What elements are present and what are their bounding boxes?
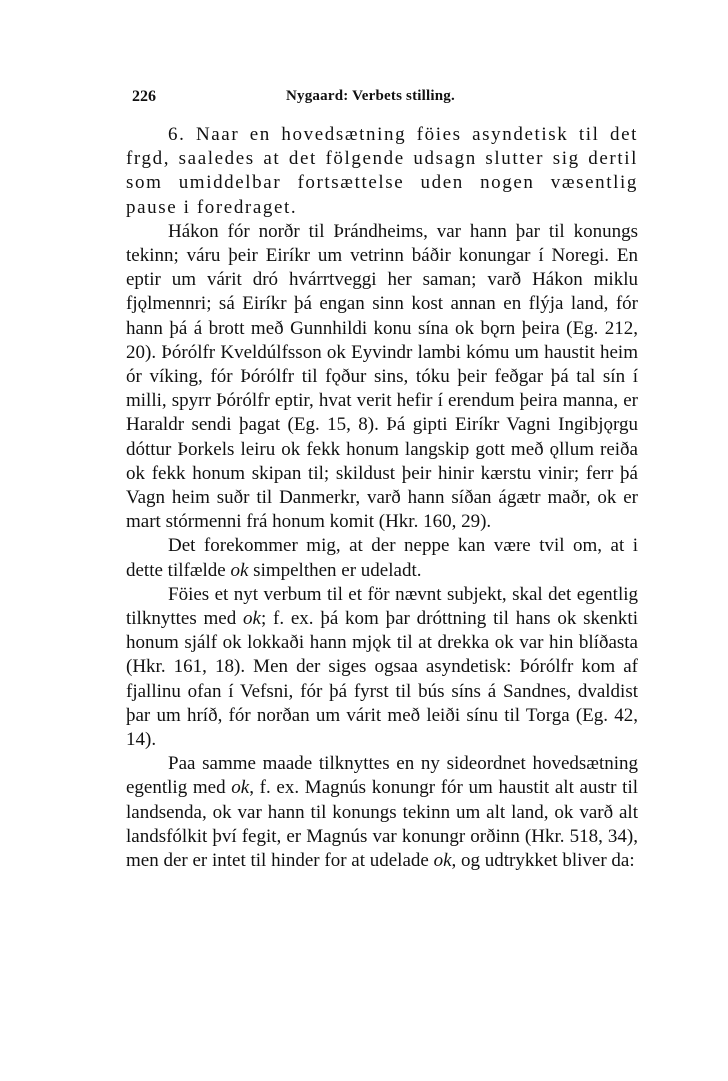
paragraph-5-text-c: , og udtrykket bliver da: [451, 850, 635, 872]
body-text [126, 123, 638, 873]
page-header [132, 88, 602, 112]
paragraph-4-text-b: ; f. ex. þá kom þar dróttning til hans ok skenkti honum sjálf ok lokkaði hann mjǫk til at drekka ok var hin blíðasta (Hkr. 161, 18). Men der siges ogsaa asyndetisk: Þórólfr kom af fjallinu ofan í Vefsni, fór þá fyrst til bús síns á Sandnes, dvaldist þar um hríð, fór norðan um várit með leiði sínu til Torga (Eg. 42, 14). [126, 608, 638, 751]
paragraph-3-italic-ok: ok [230, 559, 249, 581]
paragraph-5-text-b: , f. ex. Magnús konungr fór um haustit alt austr til landsenda, ok var hann til konungs tekinn um alt land, ok varð alt landsfólkit því fegit, er Magnús var konungr orðinn (Hkr. 518, 34), men der er intet til hinder for at udelade [126, 777, 638, 872]
paragraph-5 [126, 752, 638, 873]
paragraph-3-text-b: simpelthen er udeladt. [248, 559, 422, 581]
paragraph-5-text-a: Paa samme maade tilknyttes en ny sideordnet hovedsætning egentlig med [126, 753, 638, 799]
running-head: Nygaard: Verbets stilling. [286, 88, 455, 104]
paragraph-5-italic-ok: ok [231, 777, 250, 799]
paragraph-3 [126, 534, 638, 582]
paragraph-5-italic-ok-2: ok [433, 850, 452, 872]
page-number: 226 [132, 88, 156, 105]
paragraph-4-italic-ok: ok [243, 608, 261, 630]
paragraph-4 [126, 583, 638, 752]
paragraph-4-text-a: Föies et nyt verbum til et för nævnt subjekt, skal det egentlig tilknyttes med [126, 583, 638, 630]
paragraph-1: 6. Naar en hovedsætning föies asyndetisk til det frgd, saaledes at det fölgende udsagn slutter sig dertil som umiddelbar fortsættelse uden nogen væsentlig pause i foredraget. [126, 124, 638, 218]
paragraph-3-text-a: Det forekommer mig, at der neppe kan være tvil om, at i dette tilfælde [126, 535, 638, 581]
paragraph-2: Hákon fór norðr til Þrándheims, var hann þar til konungs tekinn; váru þeir Eiríkr um vetrinn báðir konungar í Noregi. En eptir um várit dró hvárrtveggi her saman; varð Hákon miklu fjǫlmennri; sá Eiríkr þá engan sinn kost annan en flýja land, fór hann þá á brott með Gunnhildi konu sína ok bǫrn þeira (Eg. 212, 20). Þórólfr Kveldúlfsson ok Eyvindr lambi kómu um haustit heim ór víking, fór Þórólfr til fǫður sins, tóku þeir feðgar þá tal sín í milli, spyrr Þórólfr eptir, hvat verit hefir í erendum þeira manna, er Haraldr sendi þagat (Eg. 15, 8). Þá gipti Eiríkr Vagni Ingibjǫrgu dóttur Þorkels leiru ok fekk honum langskip gott með ǫllum reiða ok fekk honum skipan til; skildust þeir hinir kærstu vinir; ferr þá Vagn heim suðr til Danmerkr, varð hann síðan ágætr maðr, ok er mart stórmenni frá honum komit (Hkr. 160, 29). [126, 220, 638, 533]
